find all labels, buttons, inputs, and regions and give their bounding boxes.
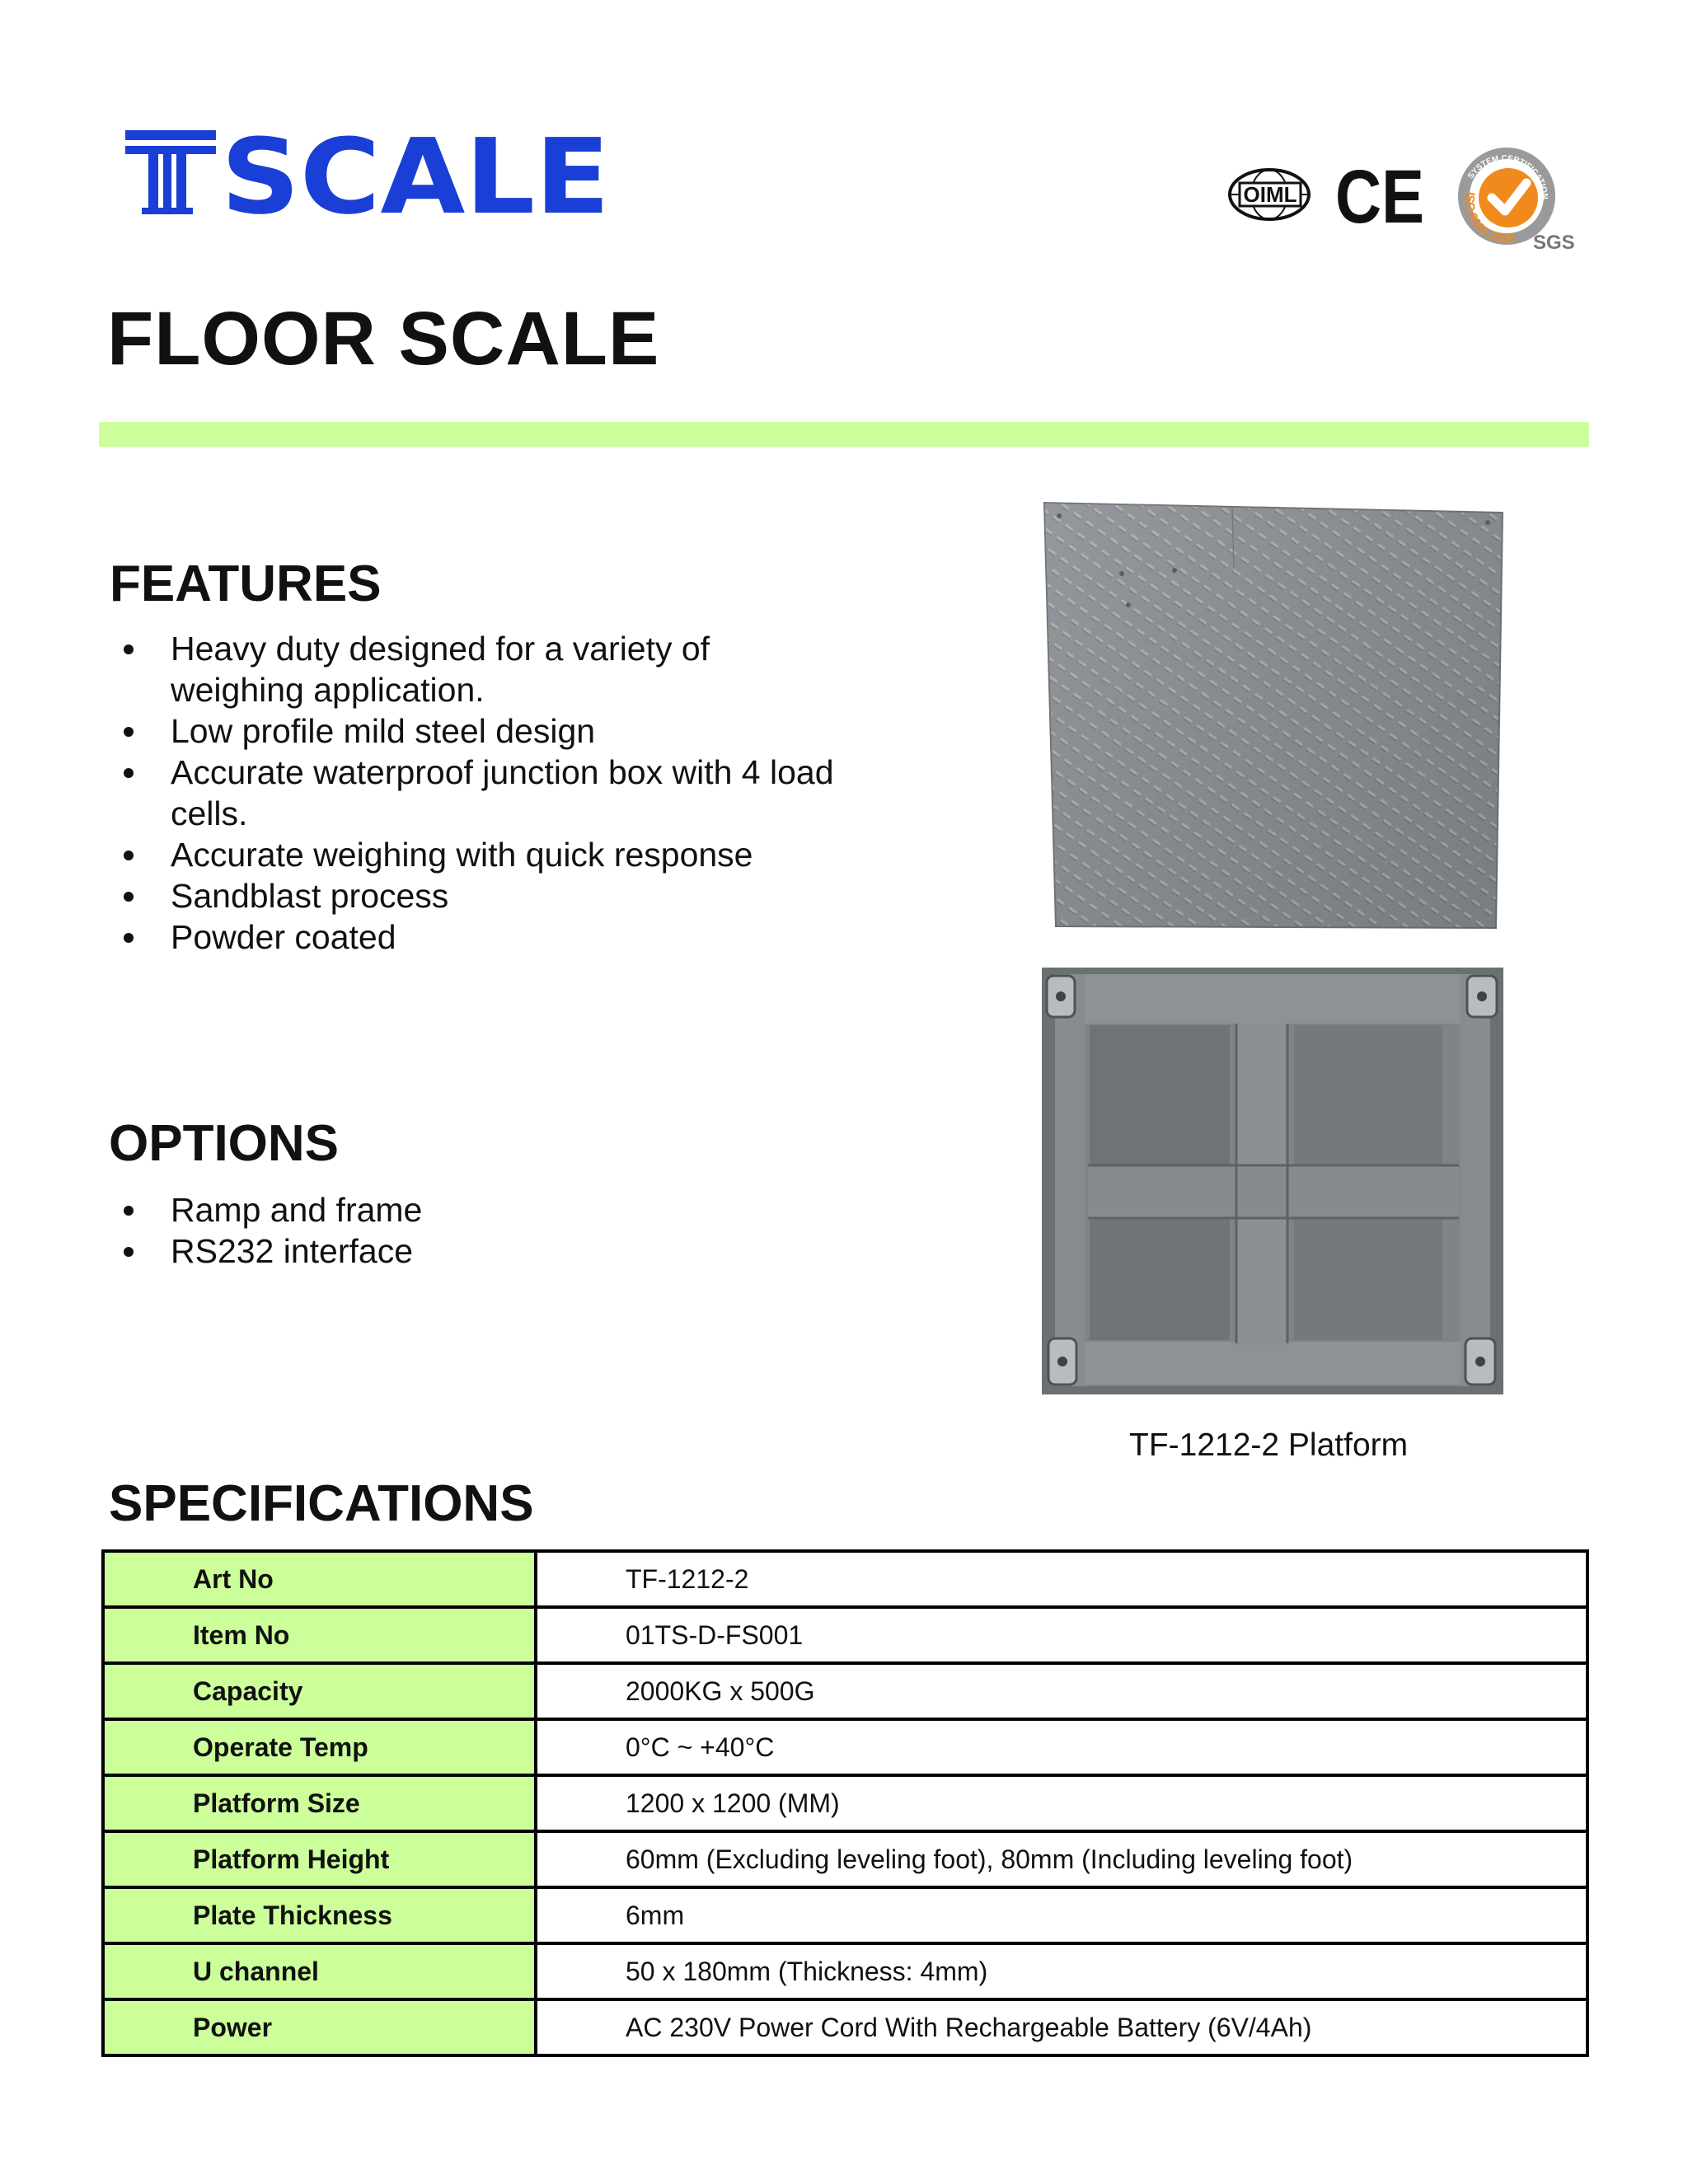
features-heading: FEATURES: [110, 555, 382, 612]
specifications-table: [101, 1549, 1589, 2057]
iso-sgs-badge: [1462, 153, 1575, 254]
bullet-icon: [124, 851, 134, 860]
image-caption: TF-1212-2 Platform: [1129, 1427, 1409, 1463]
feature-text: Accurate weighing with quick response: [171, 836, 753, 874]
spec-label: Platform Size: [103, 1775, 536, 1831]
ce-text: CE: [1335, 155, 1424, 239]
table-row: [103, 1943, 1587, 1999]
logo-t-mark: [125, 130, 216, 214]
spec-value: TF-1212-2: [536, 1551, 1587, 1607]
list-item: [110, 710, 851, 752]
list-item: [110, 752, 851, 834]
bullet-icon: [124, 933, 134, 943]
bullet-icon: [124, 892, 134, 902]
table-row: [103, 1719, 1587, 1775]
spec-label: Plate Thickness: [103, 1887, 536, 1943]
logo-wordmark: SCALE: [221, 116, 610, 227]
title-divider: [99, 422, 1589, 447]
spec-label: Item No: [103, 1607, 536, 1663]
spec-label: Platform Height: [103, 1831, 536, 1887]
feature-text: Heavy duty designed for a variety of weighing application.: [171, 630, 710, 709]
spec-value: AC 230V Power Cord With Rechargeable Battery (6V/4Ah): [536, 1999, 1587, 2055]
feature-text: Accurate waterproof junction box with 4 load cells.: [171, 753, 834, 832]
option-text: Ramp and frame: [171, 1191, 423, 1229]
bullet-icon: [124, 1206, 134, 1216]
table-row: [103, 1831, 1587, 1887]
table-row: [103, 1775, 1587, 1831]
bullet-icon: [124, 768, 134, 778]
spec-value: 01TS-D-FS001: [536, 1607, 1587, 1663]
platform-top-image: [1043, 501, 1504, 930]
table-row: [103, 1887, 1587, 1943]
oiml-text: OIML: [1243, 182, 1297, 207]
spec-value: 50 x 180mm (Thickness: 4mm): [536, 1943, 1587, 1999]
spec-label: Capacity: [103, 1663, 536, 1719]
options-list: [110, 1189, 851, 1272]
oiml-logo: [1230, 170, 1309, 219]
list-item: [110, 875, 851, 916]
table-row: [103, 1999, 1587, 2055]
table-row: [103, 1551, 1587, 1607]
page-title: FLOOR SCALE: [107, 297, 660, 381]
list-item: [110, 916, 851, 958]
spec-label: Power: [103, 1999, 536, 2055]
bullet-icon: [124, 1247, 134, 1257]
list-item: [110, 1230, 851, 1272]
iso-text: ISO 9001:2000: [1462, 190, 1517, 246]
spec-value: 1200 x 1200 (MM): [536, 1775, 1587, 1831]
table-row: [103, 1663, 1587, 1719]
spec-value: 2000KG x 500G: [536, 1663, 1587, 1719]
platform-underside-image: [1039, 963, 1507, 1398]
options-heading: OPTIONS: [109, 1115, 340, 1172]
list-item: [110, 628, 851, 710]
feature-text: Low profile mild steel design: [171, 712, 596, 750]
feature-text: Powder coated: [171, 918, 396, 956]
list-item: [110, 1189, 851, 1230]
iso-ring-text: SYSTEM CERTIFICATION: [1466, 154, 1550, 200]
spec-value: 60mm (Excluding leveling foot), 80mm (Including leveling foot): [536, 1831, 1587, 1887]
spec-label: Art No: [103, 1551, 536, 1607]
option-text: RS232 interface: [171, 1232, 414, 1270]
features-list: [110, 628, 851, 958]
list-item: [110, 834, 851, 875]
spec-value: 0°C ~ +40°C: [536, 1719, 1587, 1775]
table-row: [103, 1607, 1587, 1663]
certification-logos: [1226, 140, 1589, 255]
spec-label: Operate Temp: [103, 1719, 536, 1775]
spec-value: 6mm: [536, 1887, 1587, 1943]
spec-label: U channel: [103, 1943, 536, 1999]
feature-text: Sandblast process: [171, 877, 449, 915]
ce-mark: [1335, 155, 1424, 239]
bullet-icon: [124, 727, 134, 737]
sgs-text: SGS: [1533, 232, 1575, 254]
tscale-logo: [124, 115, 618, 227]
specifications-heading: SPECIFICATIONS: [109, 1475, 534, 1532]
bullet-icon: [124, 644, 134, 654]
